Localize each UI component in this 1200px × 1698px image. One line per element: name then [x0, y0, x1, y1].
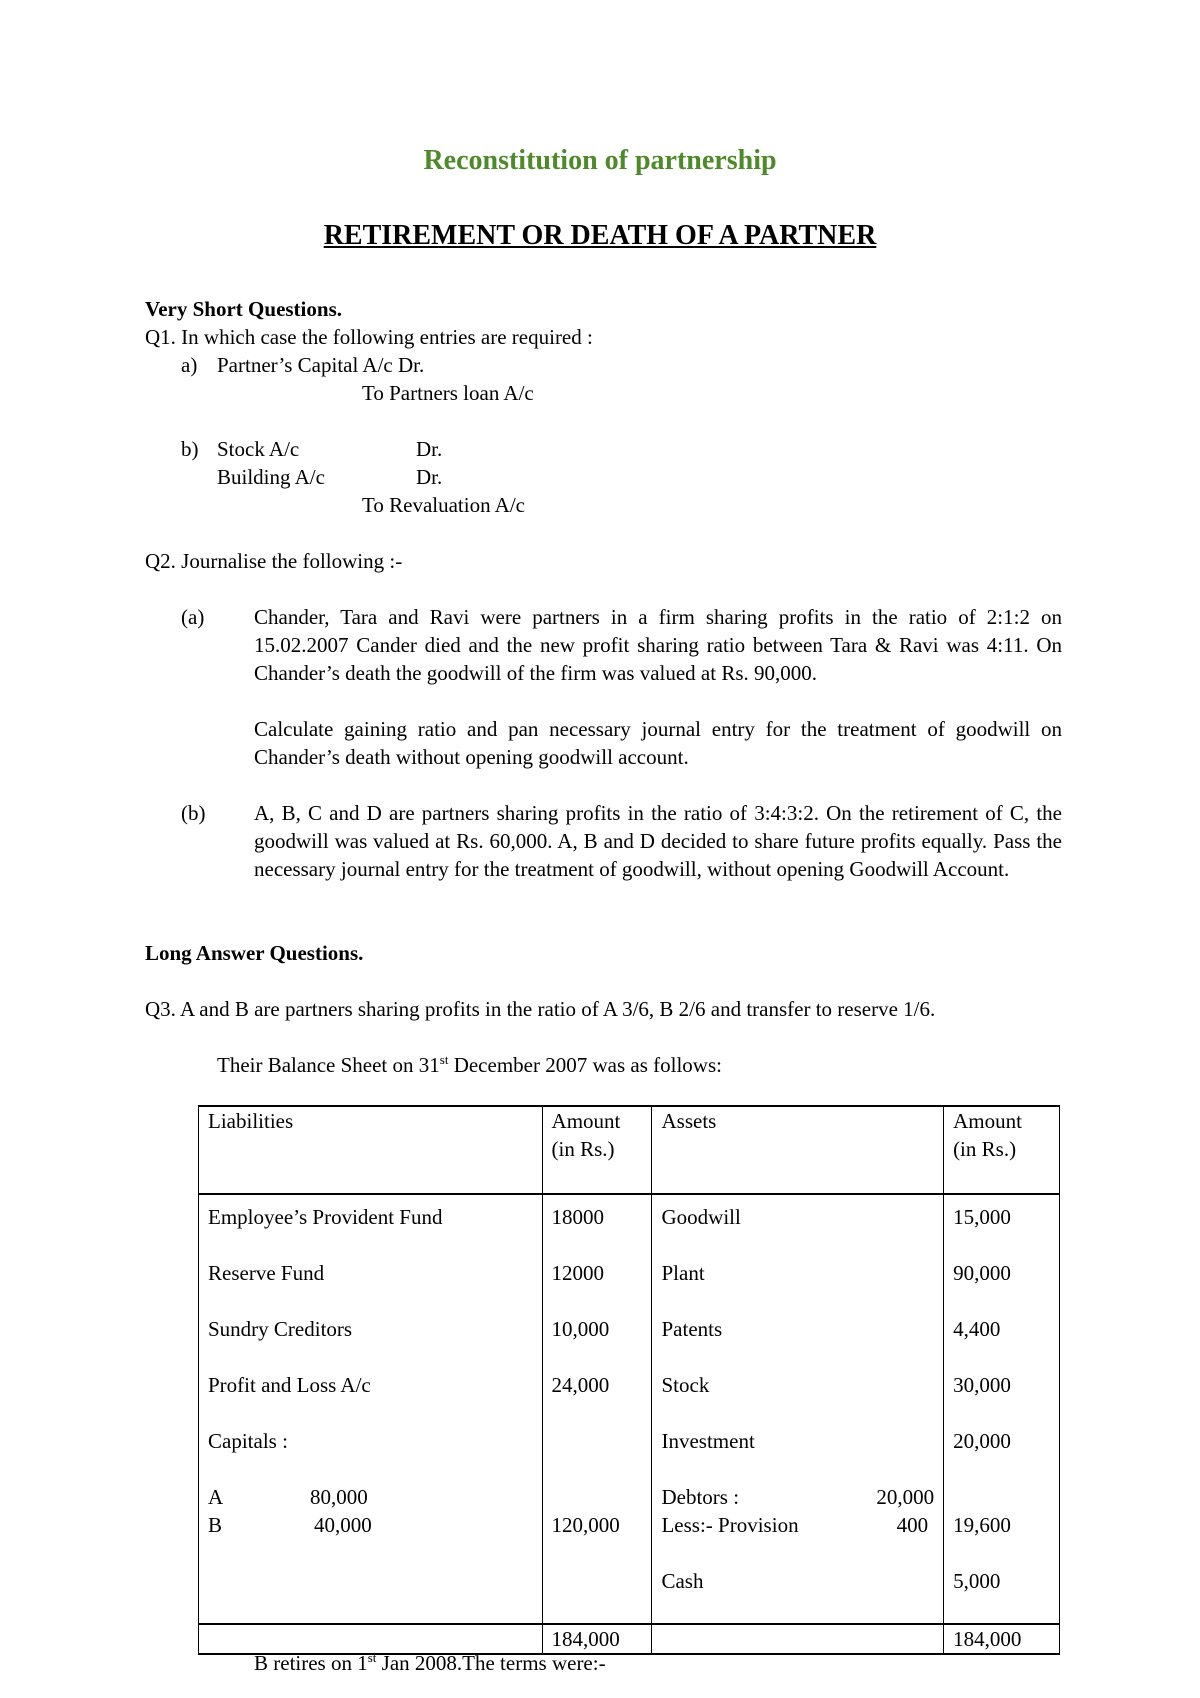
total-liabilities: 184,000: [542, 1624, 652, 1654]
liability-name: Employee’s Provident Fund: [208, 1205, 443, 1229]
asset-name: Investment: [661, 1429, 755, 1453]
liability-amount: 24,000: [551, 1373, 610, 1397]
q2-a-para1: Chander, Tara and Ravi were partners in a firm sharing profits in the ratio of 2:1:2 on 15.02.2007 Cander died and the new profit sharing ratio between Tara & Ravi was 4:11. On Chander’s death the goodwill of the firm was valued at Rs. 90,000.: [254, 605, 1062, 685]
liability-name: Sundry Creditors: [208, 1317, 353, 1341]
q1-text: Q1. In which case the following entries are required :: [145, 325, 593, 349]
q3-intro-sup: st: [439, 1052, 449, 1067]
liabilities-column: [199, 1194, 543, 1624]
q3-intro-pre: Their Balance Sheet on 31: [217, 1053, 440, 1077]
q1-b-label: b): [181, 437, 199, 461]
q1-b-stock: Stock A/c: [217, 437, 300, 461]
asset-name: Stock: [661, 1373, 710, 1397]
header-amount-liabilities: Amount (in Rs.): [542, 1106, 652, 1194]
long-answer-heading: Long Answer Questions.: [145, 941, 364, 965]
q1-a-label: a): [181, 353, 198, 377]
asset-amount: 90,000: [953, 1261, 1011, 1285]
q1-b-building-dr: Dr.: [416, 465, 443, 489]
section-heading: RETIREMENT OR DEATH OF A PARTNER: [323, 220, 877, 251]
q3-intro-post: December 2007 was as follows:: [448, 1053, 722, 1077]
asset-amount: 30,000: [953, 1373, 1011, 1397]
q3-text: Q3. A and B are partners sharing profits in the ratio of A 3/6, B 2/6 and transfer to reserve 1/6.: [145, 997, 936, 1021]
cash-label: Cash: [661, 1569, 704, 1593]
table-header-row: [199, 1106, 1060, 1194]
asset-amount: 15,000: [953, 1205, 1011, 1229]
q2-b-label: (b): [181, 801, 206, 825]
liabilities-amount-column: [542, 1194, 652, 1624]
debtors-row: Debtors : 20,000: [661, 1485, 935, 1509]
liability-amount: 10,000: [551, 1317, 610, 1341]
q1-a-line2: To Partners loan A/c: [362, 381, 534, 405]
liability-amount: 12000: [551, 1261, 605, 1285]
provision-row: Less:- Provision 400: [661, 1513, 929, 1537]
debtors-net: 19,600: [953, 1513, 1011, 1537]
liability-name: Profit and Loss A/c: [208, 1373, 371, 1397]
table-body-row: [199, 1194, 1060, 1624]
q1-b-stock-dr: Dr.: [416, 437, 443, 461]
asset-amount: 4,400: [953, 1317, 1001, 1341]
cash-amount: 5,000: [953, 1569, 1001, 1593]
q1-b-to: To Revaluation A/c: [362, 493, 525, 517]
q2-b-para: A, B, C and D are partners sharing profits in the ratio of 3:4:3:2. On the retirement of C, the goodwill was valued at Rs. 60,000. A, B and D decided to share future profits equally. Pass the necessary journal entry for the treatment of goodwill, without opening Goodwill Account.: [254, 801, 1062, 881]
assets-amount-column: [944, 1194, 1060, 1624]
asset-name: Plant: [661, 1261, 705, 1285]
asset-amount: 20,000: [953, 1429, 1011, 1453]
asset-name: Patents: [661, 1317, 723, 1341]
header-assets: Assets: [652, 1106, 944, 1194]
capitals-total: 120,000: [551, 1513, 620, 1537]
capital-a-row: A 80,000: [208, 1485, 368, 1509]
total-assets: 184,000: [944, 1624, 1060, 1654]
q1-a-line1: Partner’s Capital A/c Dr.: [217, 353, 425, 377]
q1-b-building: Building A/c: [217, 465, 325, 489]
q2-a-para2: Calculate gaining ratio and pan necessary journal entry for the treatment of goodwill on Chander’s death without opening goodwill account.: [254, 717, 1062, 769]
balance-sheet-table: [198, 1105, 1060, 1655]
header-liabilities: Liabilities: [199, 1106, 543, 1194]
q2-a-label: (a): [181, 605, 205, 629]
capital-b-row: B 40,000: [208, 1513, 372, 1537]
capitals-label: Capitals :: [208, 1429, 288, 1453]
assets-column: [652, 1194, 944, 1624]
liability-name: Reserve Fund: [208, 1261, 325, 1285]
liability-amount: 18000: [551, 1205, 605, 1229]
document-title: Reconstitution of partnership: [423, 145, 777, 176]
retirement-terms-line: B retires on 1st Jan 2008.The terms were:-: [254, 1650, 606, 1675]
very-short-heading: Very Short Questions.: [145, 297, 342, 321]
header-amount-assets: Amount (in Rs.): [944, 1106, 1060, 1194]
q3-balance-sheet-intro: [217, 1051, 722, 1079]
q2-text: Q2. Journalise the following :-: [145, 549, 403, 573]
asset-name: Goodwill: [661, 1205, 741, 1229]
